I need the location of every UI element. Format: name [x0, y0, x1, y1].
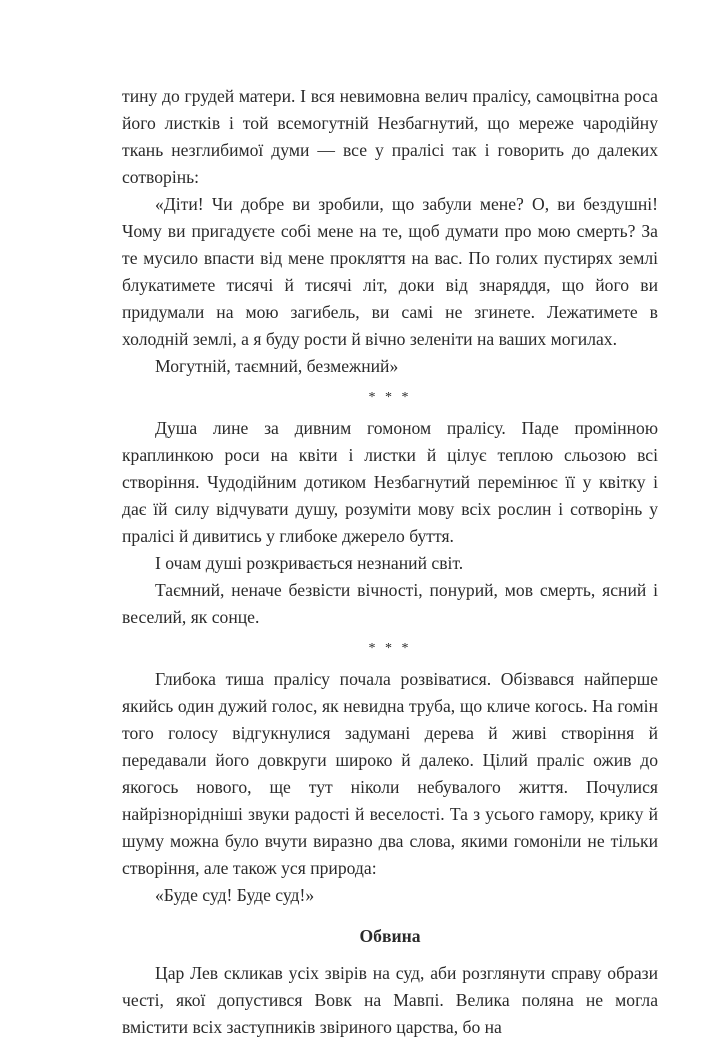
- paragraph: тину до грудей матери. І вся невимовна велич пралісу, самоцвітна роса його листків і той всемогутній Незбагнутий, що мереже чародійну ткань незглибимої думи — все у пралісі так і говорить до далеких сотворінь:: [122, 86, 658, 187]
- section-heading: Обвина: [359, 926, 421, 946]
- paragraph: Цар Лев скликав усіх звірів на суд, аби розглянути справу образи честі, якої допустився Вовк на Мавпі. Велика поляна не могла вмістити всіх заступників звіриного царства, бо на: [122, 963, 658, 1037]
- paragraph: Глибока тиша пралісу почала розвіватися. Обізвався найперше якийсь один дужий голос, як невидна труба, що кличе когось. На гомін того голосу відгукнулися задумані дерева й живі створіння й передавали його довкруги широко й далеко. Цілий праліс ожив до якогось нового, ще тут ніколи небувалого життя. Почулися найрізнорідніші звуки радості й веселості. Та з усього гамору, крику й шуму можна було вчути виразно два слова, якими гомоніли не тільки створіння, але також уся природа:: [122, 669, 658, 878]
- paragraph: «Буде суд! Буде суд!»: [155, 885, 315, 905]
- section-separator: * * *: [368, 390, 412, 405]
- paragraph: Душа лине за дивним гомоном пралісу. Паде проміннoю краплинкою роси на квіти і листки й цілує теплою сльозою всі створіння. Чудодійним дотиком Незбагнутий перемінює її у квітку і дає їй силу відчувати душу, розуміти мову всіх рослин і сотворінь у пралісі й дивитись у глибоке джерело буття.: [122, 418, 658, 546]
- paragraph: Могутній, таємний, безмежний»: [155, 356, 399, 376]
- section-separator: * * *: [368, 641, 412, 656]
- book-page: [122, 83, 658, 1041]
- paragraph: «Діти! Чи добре ви зробили, що забули мене? О, ви бездушні! Чому ви пригадуєте собі мене на те, щоб думати про мою смерть? За те мусило впасти від мене прокляття на вас. По голих пустирях землі блукатимете тисячі й тисячі літ, доки від знаряддя, що його ви придумали на мою загибель, ви самі не згинете. Лежатимете в холодній землі, а я буду рости й вічно зеленіти на ваших могилах.: [122, 194, 658, 349]
- paragraph: І очам душі розкривається незнаний світ.: [155, 553, 464, 573]
- paragraph: Таємний, неначе безвісти вічності, понурий, мов смерть, ясний і веселий, як сонце.: [122, 580, 658, 627]
